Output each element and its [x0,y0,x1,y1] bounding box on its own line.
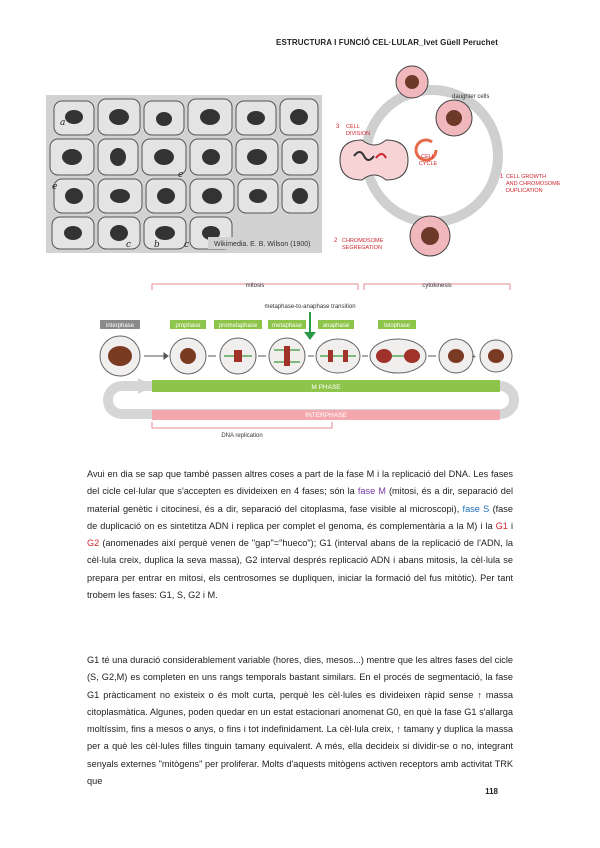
transition-label: metaphase-to-anaphase transition [264,304,356,310]
m-phase-label: M PHASE [311,384,341,391]
daughter-cells-label: daughter cells [452,94,490,100]
step1-line2: AND CHROMOSOME [506,181,561,187]
p1-text-5: (anomenades així perquè venen de "gap"="hueco"); G1 (interval abans de la replicació de l'ADN, la cèl·lula creix, duplica la seva massa), G2 interval després replicació ADN i abans mitosis, la cèl·lula se prepara per entrar en mitosi, els centrosomes se dupliquen, iniciar la formació del fus mitòtic). Per tant trobem les fases: G1, S, G2 i M. [87,538,513,601]
page-number: 118 [485,787,498,796]
page-header: ESTRUCTURA I FUNCIÓ CEL·LULAR_Ivet Güell Peruchet [276,38,498,47]
step1-line1: CELL GROWTH [506,174,547,180]
cytokinesis-label: cytokinesis [422,283,452,289]
micro-letter-a: a [60,118,66,128]
micro-letter-c2: c [184,240,190,250]
p1-text-3: (fase de duplicació on es sintetitza ADN i replica per complet el genoma, és complementària a la M) i la [87,503,513,531]
p1-text-1: Avui en dia se sap que també passen altres coses a part de la fase M i la replicació del DNA. Les fases del cicle cel·lular que s'accepten es divideixen en 4 fases; són la [87,469,513,497]
mitosis-diagram [88,274,514,448]
micrograph-caption: Wikimedia. E. B. Wilson (1900) [214,241,311,248]
dna-replication-label: DNA replication [221,433,263,439]
cell-micrograph [46,95,322,253]
stage-prometaphase: prometaphase [218,323,258,329]
paragraph-phases [87,466,513,604]
step2-line1: CHROMOSOME [342,238,384,244]
p1-fase-s: fase S [462,503,490,514]
stage-telophase: telophase [383,323,411,329]
p1-fase-m: fase M [357,486,386,497]
interphase-bar-label: INTERPHASE [305,412,347,419]
step2-num: 2 [334,238,338,244]
cell-cycle-diagram [332,60,561,270]
p1-g1: G1 [495,520,508,531]
cycle-center-2: CYCLE [418,161,438,167]
step3-line2: DIVISION [346,131,371,137]
micro-letter-b: b [154,240,160,250]
step3-num: 3 [336,124,340,130]
stage-interphase: interphase [105,323,135,329]
micro-letter-e2: e [178,170,184,180]
stage-metaphase: metaphase [272,323,302,329]
p1-g2: G2 [87,538,100,549]
step2-line2: SEGREGATION [342,245,382,251]
micro-letter-c: c [126,240,132,250]
step1-line3: DUPLICATION [506,188,543,194]
svg-text:+: + [471,352,477,361]
cycle-center-1: CELL [421,154,435,160]
micro-letter-e: e [52,182,58,192]
stage-prophase: prophase [175,323,201,329]
p1-text-4: i [507,520,514,531]
step1-num: 1 [500,174,504,180]
step3-line1: CELL [346,124,360,130]
stage-anaphase: anaphase [322,323,350,329]
mitosis-label: mitosis [245,283,265,289]
p1-text-2: (mitosi, és a dir, separació del material genètic i citocinesi, és a dir, separació del citoplasma, fase visible al microscopi), [87,486,513,514]
paragraph-g1: G1 té una duració considerablement variable (hores, dies, mesos...) mentre que les altres fases del cicle (S, G2,M) es completen en uns rangs temporals bastant similars. En el procés de segmentació, la fase G1 pràcticament no existeix o és molt curta, perquè les cèl·lules es divideixen ràpid sense ↑ massa citoplasmàtica. Algunes, poden quedar en un estat estacionari anomenat G0, en què la fase G1 s'allarga moltíssim, fins a mesos o anys, o fins i tot indefinidament. La cèl·lula creix, ↑ tamany y duplica la massa per a què les cèl·lules filles tinguin tamany equivalent. A més, ella decideix si dividir-se o no, integrant senyals externes "mitògens" per proliferar. Molts d'aquests mitògens activen receptors amb activitat TRK que [87,655,513,787]
